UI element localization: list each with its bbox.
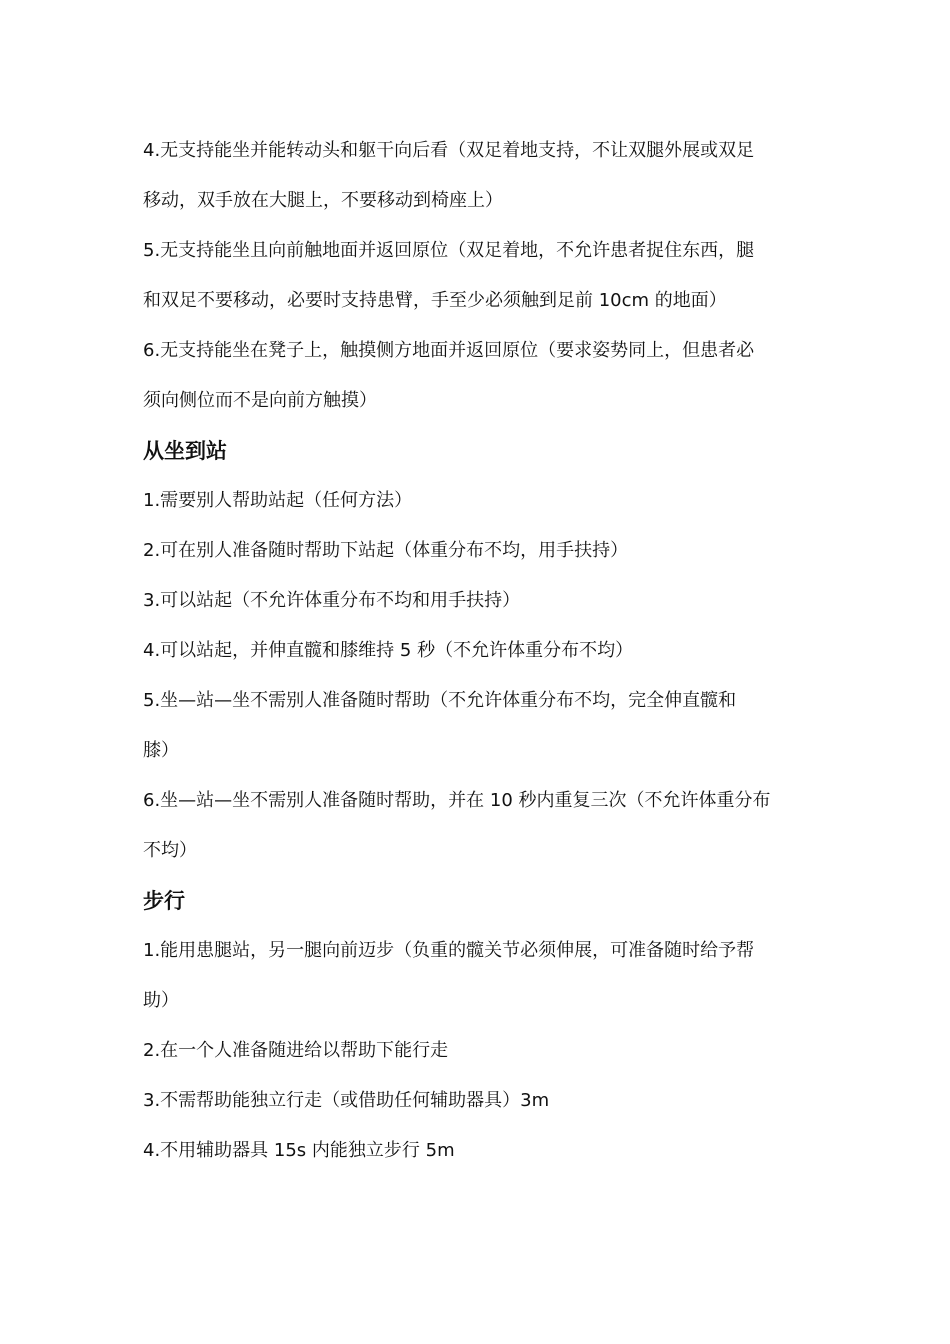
sit-to-stand-item-6	[143, 776, 813, 876]
text-line: 须向侧位而不是向前方触摸）	[143, 390, 377, 411]
sitting-item-6	[143, 326, 813, 426]
text-line: 4.不用辅助器具 15s 内能独立步行 5m	[143, 1140, 455, 1161]
text-line: 2.在一个人准备随进给以帮助下能行走	[143, 1040, 449, 1061]
text-line: 助）	[143, 990, 179, 1011]
sit-to-stand-item-2	[143, 526, 813, 576]
walking-item-2	[143, 1026, 813, 1076]
text-line: 6.无支持能坐在凳子上，触摸侧方地面并返回原位（要求姿势同上，但患者必	[143, 340, 755, 361]
section-heading-sit-to-stand: 从坐到站	[143, 439, 227, 463]
text-line: 5.坐—站—坐不需别人准备随时帮助（不允许体重分布不均，完全伸直髋和	[143, 690, 737, 711]
text-line: 移动，双手放在大腿上，不要移动到椅座上）	[143, 190, 503, 211]
text-line: 1.能用患腿站，另一腿向前迈步（负重的髋关节必须伸展，可准备随时给予帮	[143, 940, 755, 961]
text-line: 6.坐—站—坐不需别人准备随时帮助，并在 10 秒内重复三次（不允许体重分布	[143, 790, 771, 811]
sit-to-stand-item-1	[143, 476, 813, 526]
section-heading-walking: 步行	[143, 889, 185, 913]
document-page	[143, 126, 813, 1176]
text-line: 2.可在别人准备随时帮助下站起（体重分布不均，用手扶持）	[143, 540, 629, 561]
text-line: 5.无支持能坐且向前触地面并返回原位（双足着地，不允许患者捉住东西，腿	[143, 240, 755, 261]
sit-to-stand-item-4	[143, 626, 813, 676]
text-line: 4.可以站起，并伸直髋和膝维持 5 秒（不允许体重分布不均）	[143, 640, 634, 661]
text-line: 4.无支持能坐并能转动头和躯干向后看（双足着地支持，不让双腿外展或双足	[143, 140, 755, 161]
text-line: 3.可以站起（不允许体重分布不均和用手扶持）	[143, 590, 521, 611]
text-line: 1.需要别人帮助站起（任何方法）	[143, 490, 413, 511]
sit-to-stand-item-3	[143, 576, 813, 626]
walking-item-1	[143, 926, 813, 1026]
walking-item-4	[143, 1126, 813, 1176]
sitting-item-5	[143, 226, 813, 326]
walking-item-3	[143, 1076, 813, 1126]
text-line: 和双足不要移动，必要时支持患臂，手至少必须触到足前 10cm 的地面）	[143, 290, 727, 311]
text-line: 不均）	[143, 840, 197, 861]
sitting-item-4	[143, 126, 813, 226]
text-line: 3.不需帮助能独立行走（或借助任何辅助器具）3m	[143, 1090, 550, 1111]
sit-to-stand-item-5	[143, 676, 813, 776]
text-line: 膝）	[143, 740, 179, 761]
